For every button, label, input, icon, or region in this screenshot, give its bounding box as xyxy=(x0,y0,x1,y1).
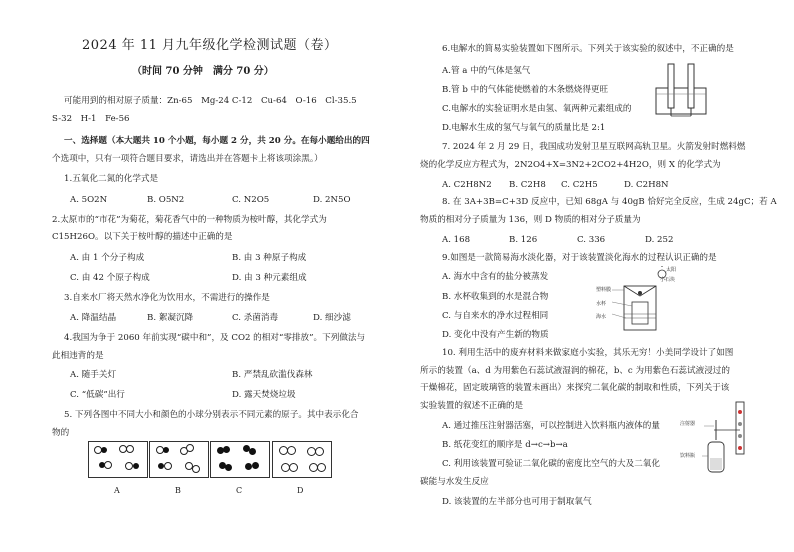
q5-label-c: C xyxy=(236,486,243,495)
q2-stem-line2: C15H26O。以下关于桉叶醇的描述中正确的是 xyxy=(52,232,233,242)
q5-stem-line1: 5. 下列各图中不同大小和颜色的小球分别表示不同元素的原子。其中表示化合 xyxy=(64,410,359,420)
q4-option-d: D. 露天焚烧垃圾 xyxy=(232,390,296,400)
section-heading-line2: 个选项中，只有一项符合题目要求，请选出并在答题卡上将该项涂黑。） xyxy=(52,154,323,164)
atom xyxy=(315,447,324,456)
q9-option-c: C. 与自来水的净水过程相同 xyxy=(442,311,549,321)
atom xyxy=(163,447,169,453)
q6-option-c: C.电解水的实验证明水是由氢、氧两种元素组成的 xyxy=(442,104,632,114)
q8-stem-line2: 物质的相对分子质量为 136，则 D 物质的相对分子质量为 xyxy=(420,215,641,225)
q9-label-sun: 太阳 xyxy=(666,267,677,273)
q5-figure-a xyxy=(88,441,148,478)
q7-option-c: C. C2H5 xyxy=(561,180,598,190)
q6-option-d: D.电解水生成的氢气与氧气的质量比是 2:1 xyxy=(442,123,606,133)
q9-option-d: D. 变化中没有产生新的物质 xyxy=(442,330,549,340)
atom xyxy=(164,462,172,470)
q7-option-b: B. C2H8 xyxy=(509,180,546,190)
q7-option-d: D. C2H8N xyxy=(624,180,669,190)
q4-option-a: A. 随手关灯 xyxy=(70,370,117,380)
q5-figure-b xyxy=(149,441,209,478)
atom xyxy=(101,447,107,453)
q9-option-a: A. 海水中含有的盐分被蒸发 xyxy=(442,272,549,282)
q10-stem-line2: 所示的装置（a、d 为用紫色石蕊试液湿润的棉花，b、c 为用紫色石蕊试液浸过的 xyxy=(420,366,730,376)
q10-option-c-line2: 碳能与水发生反应 xyxy=(420,477,489,487)
atom xyxy=(126,445,134,453)
q1-option-a: A. 5O2N xyxy=(70,195,108,205)
atom xyxy=(249,448,256,455)
q2-option-b: B. 由 3 种原子构成 xyxy=(232,253,307,263)
q8-option-d: D. 252 xyxy=(645,235,674,245)
atom xyxy=(317,463,326,472)
atom xyxy=(125,462,133,470)
q5-figure-d xyxy=(272,441,332,478)
q10-stem-line1: 10. 利用生活中的废弃材料来做家庭小实验，其乐无穷！小美同学设计了如图 xyxy=(442,348,734,358)
page-title: 2024 年 11 月九年级化学检测试题（卷） xyxy=(82,38,338,53)
q3-option-b: B. 絮凝沉降 xyxy=(147,313,194,323)
atomic-mass-line2: S-32 H-1 Fe-56 xyxy=(52,114,130,124)
q5-stem-line2: 物的 xyxy=(52,428,70,438)
co2-apparatus-figure xyxy=(700,400,760,476)
q3-option-d: D. 细沙滤 xyxy=(313,313,351,323)
q4-stem-line1: 4.我国为争于 2060 年前实现“碳中和”，及 CO2 的相对“零排放”。下列做法与 xyxy=(64,333,366,343)
q5-figure-c xyxy=(210,441,270,478)
q8-stem-line1: 8. 在 3A+3B=C+3D 反应中，已知 68gA 与 40gB 恰好完全反应，生成 24gC；若 A xyxy=(442,197,777,207)
q1-stem: 1.五氧化二氮的化学式是 xyxy=(64,174,159,184)
q10-option-c-line1: C. 利用该装置可验证二氧化碳的密度比空气的大及二氧化 xyxy=(442,459,660,469)
q2-option-c: C. 由 42 个原子构成 xyxy=(70,273,150,283)
q9-label-stone: 小石块 xyxy=(660,277,676,283)
q4-option-c: C. “低碳”出行 xyxy=(70,390,125,400)
section-heading-line1: 一、选择题（本大题共 10 个小题，每小题 2 分，共 20 分。在每小题给出的四 xyxy=(64,136,370,146)
q6-stem: 6.电解水的简易实验装置如下图所示。下列关于该实验的叙述中，不正确的是 xyxy=(442,44,734,54)
q2-option-a: A. 由 1 个分子构成 xyxy=(70,253,145,263)
atom xyxy=(225,464,232,471)
q4-stem-line2: 此相违背的是 xyxy=(52,351,104,361)
atom xyxy=(245,463,252,470)
q2-option-d: D. 由 3 种元素组成 xyxy=(232,273,307,283)
atom xyxy=(223,446,230,453)
q2-stem-line1: 2.太原市的“市花”为菊花，菊花香气中的一种物质为桉叶醇，其化学式为 xyxy=(52,215,327,225)
atom xyxy=(186,444,194,452)
atom xyxy=(287,446,296,455)
desalinator-figure xyxy=(606,266,688,334)
q8-option-c: C. 336 xyxy=(577,235,606,245)
q9-label-cup: 水杯 xyxy=(596,301,607,307)
q8-option-b: B. 126 xyxy=(509,235,538,245)
electrolysis-apparatus-figure xyxy=(654,60,710,118)
atom xyxy=(104,461,112,469)
atom xyxy=(289,463,298,472)
q5-label-d: D xyxy=(297,486,304,495)
q1-option-b: B. O5N2 xyxy=(147,195,185,205)
atom xyxy=(192,465,200,473)
q10-stem-line3: 干燥棉花，固定玻璃管的装置未画出）来探究二氧化碳的制取和性质，下列关于该 xyxy=(420,383,730,393)
q3-stem: 3.自来水厂将天然水净化为饮用水，不需进行的操作是 xyxy=(64,293,270,303)
q5-label-a: A xyxy=(114,486,120,495)
q10-option-a: A. 通过推压注射器活塞，可以控制进入饮料瓶内液体的量 xyxy=(442,421,660,431)
q3-option-c: C. 杀菌消毒 xyxy=(232,313,279,323)
q10-stem-line4: 实验装置的叙述不正确的是 xyxy=(420,401,524,411)
q3-option-a: A. 降温结晶 xyxy=(70,313,117,323)
q10-option-b: B. 纸花变红的顺序是 d→c→b→a xyxy=(442,440,568,450)
q5-label-b: B xyxy=(175,486,181,495)
q7-stem-line2: 烧的化学反应方程式为，2N2O4+X=3N2+2CO2+4H2O，则 X 的化学式为 xyxy=(420,160,721,170)
q4-option-b: B. 严禁乱砍滥伐森林 xyxy=(232,370,313,380)
atom xyxy=(133,463,139,469)
q6-option-b: B.管 b 中的气体能使燃着的木条燃烧得更旺 xyxy=(442,85,609,95)
q7-option-a: A. C2H8N2 xyxy=(442,180,492,190)
q9-label-seawater: 海水 xyxy=(596,314,607,320)
q9-stem: 9.如图是一款简易海水淡化器，对于该装置淡化海水的过程认识正确的是 xyxy=(442,253,717,263)
q1-option-c: C. N2O5 xyxy=(232,195,270,205)
q9-label-film: 塑料膜 xyxy=(596,287,612,293)
q7-stem-line1: 7. 2024 年 2 月 29 日，我国成功发射卫星互联网高轨卫星。火箭发射时燃料燃 xyxy=(442,142,746,152)
atomic-mass-line1: 可能用到的相对原子质量：Zn-65 Mg-24 C-12 Cu-64 O-16 Cl-35.5 xyxy=(64,96,357,106)
exam-info: （时间 70 分钟 满分 70 分） xyxy=(132,66,274,77)
q9-option-b: B. 水杯收集到的水是混合物 xyxy=(442,292,549,302)
q6-option-a: A.管 a 中的气体是氢气 xyxy=(442,66,531,76)
q10-label-syringe: 注射器 xyxy=(680,421,696,427)
q1-option-d: D. 2N5O xyxy=(313,195,351,205)
q8-option-a: A. 168 xyxy=(442,235,471,245)
q10-label-bottle: 饮料瓶 xyxy=(680,453,696,459)
atom xyxy=(252,462,259,469)
q10-option-d: D. 该装置的左半部分也可用于制取氧气 xyxy=(442,497,592,507)
